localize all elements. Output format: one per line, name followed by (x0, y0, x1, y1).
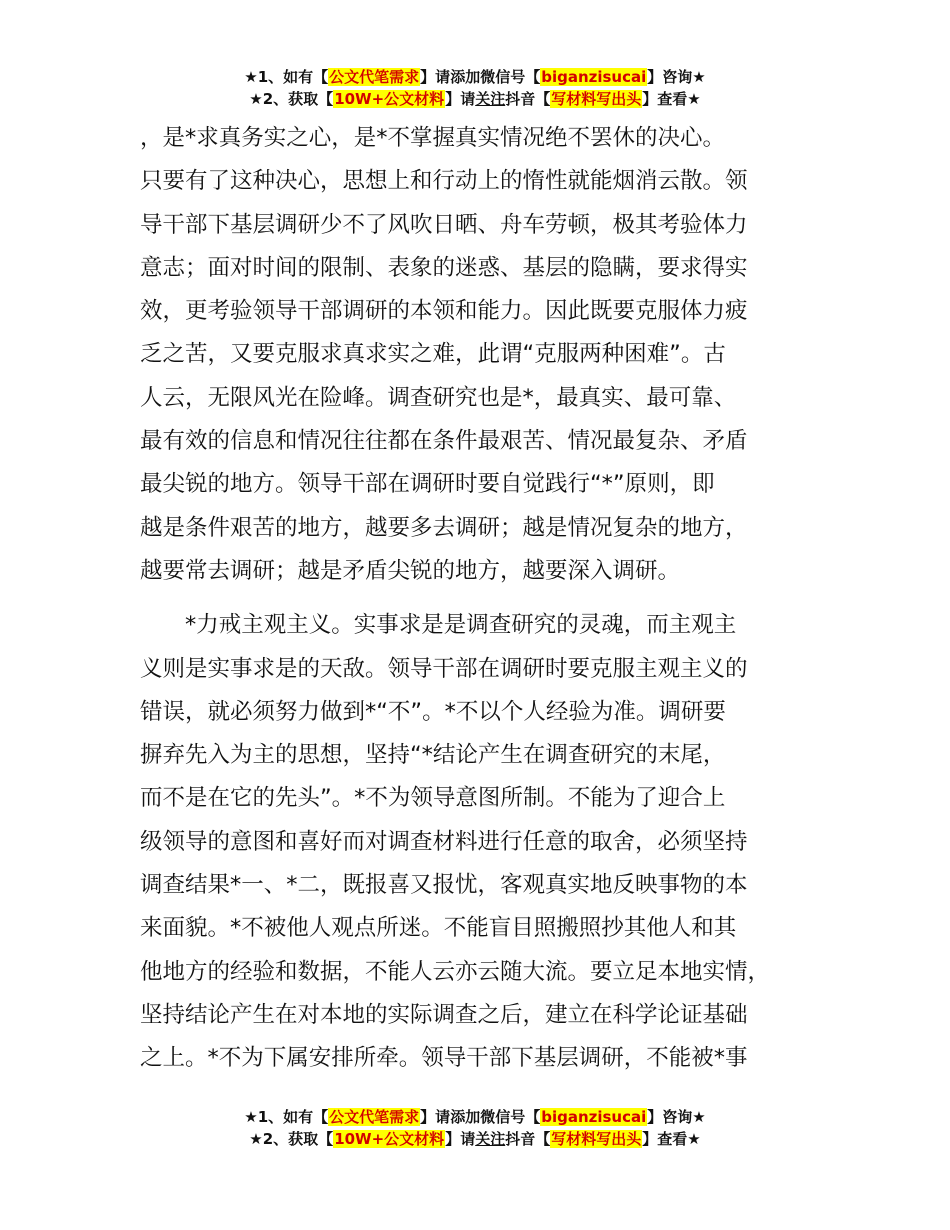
banner-highlight: 10W+公文材料 (334, 1130, 445, 1148)
banner-text: ★1、如有【 (244, 1108, 329, 1126)
banner-text: 】咨询★ (647, 1108, 706, 1126)
footer-banner (0, 1106, 950, 1150)
text-line: 而不是在它的先头”。*不为领导意图所制。不能为了迎合上 (140, 785, 726, 812)
text-line: 乏之苦，又要克服求真求实之难，此谓“克服两种困难”。古 (140, 341, 726, 368)
text-line: 意志；面对时间的限制、表象的迷惑、基层的隐瞒，要求得实 (140, 254, 748, 281)
text-line: 级领导的意图和喜好而对调查材料进行任意的取舍，必须坚持 (140, 828, 748, 855)
header-banner (0, 66, 950, 110)
banner-text: ★1、如有【 (244, 68, 329, 86)
text-line: 越是条件艰苦的地方，越要多去调研；越是情况复杂的地方， (140, 514, 748, 541)
banner-text: 】查看★ (642, 90, 701, 108)
banner-text: 抖音【 (505, 90, 551, 108)
banner-text: 抖音【 (505, 1130, 551, 1148)
banner-text: ★2、获取【 (249, 1130, 334, 1148)
banner-highlight: 10W+公文材料 (334, 90, 445, 108)
banner-emphasis: 关注 (475, 1130, 506, 1148)
banner-line-2 (0, 88, 950, 110)
paragraph-2 (140, 604, 832, 1080)
text-line: *力戒主观主义。实事求是是调查研究的灵魂，而主观主 (185, 612, 737, 639)
text-line: 越要常去调研；越是矛盾尖锐的地方，越要深入调研。 (140, 557, 681, 584)
text-line: 坚持结论产生在对本地的实际调查之后，建立在科学论证基础 (140, 1001, 748, 1028)
banner-highlight: 写材料写出头 (551, 90, 642, 108)
paragraph-1 (140, 117, 832, 593)
text-line: 摒弃先入为主的思想，坚持“*结论产生在调查研究的末尾， (140, 742, 726, 769)
text-line: 只要有了这种决心，思想上和行动上的惰性就能烟消云散。领 (140, 168, 748, 195)
banner-text: 微信号【 (480, 68, 541, 86)
banner-highlight: biganzisucai (541, 1108, 647, 1126)
banner-line-1 (0, 1106, 950, 1128)
banner-highlight: 公文代笔需求 (329, 68, 420, 86)
text-line: 错误，就必须努力做到*“不”。*不以个人经验为准。调研要 (140, 698, 726, 725)
banner-line-1 (0, 66, 950, 88)
text-line: 来面貌。*不被他人观点所迷。不能盲目照搬照抄其他人和其 (140, 915, 737, 942)
banner-text: 微信号【 (480, 1108, 541, 1126)
banner-text: 】查看★ (642, 1130, 701, 1148)
text-line: 义则是实事求是的天敌。领导干部在调研时要克服主观主义的 (140, 655, 748, 682)
text-line: 他地方的经验和数据，不能人云亦云随大流。要立足本地实情， (140, 958, 771, 985)
text-line: 效，更考验领导干部调研的本领和能力。因此既要克服体力疲 (140, 298, 748, 325)
text-line: 之上。*不为下属安排所牵。领导干部下基层调研，不能被*事 (140, 1045, 748, 1072)
banner-emphasis: 添加 (450, 68, 481, 86)
banner-text: 】请 (445, 90, 476, 108)
banner-emphasis: 添加 (450, 1108, 481, 1126)
text-line: 调查结果*一、*二，既报喜又报忧，客观真实地反映事物的本 (140, 872, 748, 899)
banner-text: 】请 (445, 1130, 476, 1148)
banner-text: ★2、获取【 (249, 90, 334, 108)
banner-text: 】请 (420, 68, 451, 86)
banner-text: 】咨询★ (647, 68, 706, 86)
banner-text: 】请 (420, 1108, 451, 1126)
document-body (140, 117, 832, 1081)
banner-highlight: biganzisucai (541, 68, 647, 86)
text-line: ，是*求真务实之心，是*不掌握真实情况绝不罢休的决心。 (140, 125, 726, 151)
banner-emphasis: 关注 (475, 90, 506, 108)
banner-line-2 (0, 1128, 950, 1150)
text-line: 人云，无限风光在险峰。调查研究也是*，最真实、最可靠、 (140, 384, 737, 411)
text-line: 导干部下基层调研少不了风吹日晒、舟车劳顿，极其考验体力 (140, 211, 748, 238)
text-line: 最有效的信息和情况往往都在条件最艰苦、情况最复杂、矛盾 (140, 428, 748, 455)
banner-highlight: 写材料写出头 (551, 1130, 642, 1148)
text-line: 最尖锐的地方。领导干部在调研时要自觉践行“*”原则，即 (140, 471, 715, 498)
banner-highlight: 公文代笔需求 (329, 1108, 420, 1126)
